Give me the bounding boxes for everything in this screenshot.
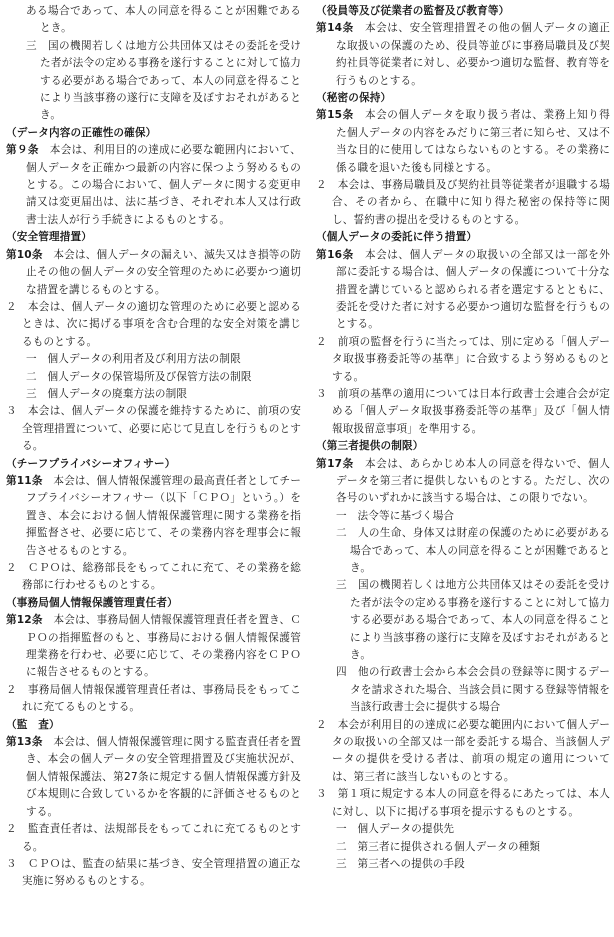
numbered-paragraph: ３ 前項の基準の適用については日本行政書士会連合会が定める「個人データ取扱事務委託等の基準」及び「個人情報取扱留意事項」を準用する。 bbox=[316, 387, 610, 435]
article-number: 第９条 bbox=[6, 144, 39, 157]
section-heading: （監 査） bbox=[6, 718, 60, 731]
list-item: 三 個人データの廃棄方法の制限 bbox=[26, 387, 188, 400]
numbered-paragraph: ２ 事務局個人情報保護管理責任者は、事務局長をもってこれに充てるものとする。 bbox=[6, 683, 301, 714]
list-item: 三 国の機関若しくは地方公共団体又はその委託を受けた者が法令の定める事務を遂行することに対して協力する必要がある場合であって、本人の同意を得ることにより当該事務の遂行に支障を及ぼすおそれがあるとき。 bbox=[26, 39, 301, 122]
article-number: 第11条 bbox=[6, 474, 43, 487]
article-paragraph bbox=[6, 612, 301, 682]
article-paragraph bbox=[6, 734, 301, 821]
numbered-paragraph: ２ 本会は、個人データの適切な管理のために必要と認めるときは、次に掲げる事項を含む合理的な安全対策を講じるものとする。 bbox=[6, 300, 301, 348]
numbered-paragraph: ２ 本会は、事務局職員及び契約社員等従業者が退職する場合、その者から、在職中に知り得た秘密の保持等に関し、誓約書の提出を受けるものとする。 bbox=[316, 179, 610, 226]
list-item: 三 第三者への提供の手段 bbox=[336, 857, 465, 870]
article-text: 本会は、個人データの漏えい、滅失又はき損等の防止その他の個人データの安全管理のために必要かつ適切な措置を講じるものとする。 bbox=[26, 248, 302, 296]
section-heading: （秘密の保持） bbox=[316, 92, 392, 105]
article-paragraph bbox=[316, 247, 610, 334]
list-item: 四 他の行政書士会から本会会員の登録等に関するデータを請求された場合、当該会員に関する登録等情報を当該行政書士会に提供する場合 bbox=[336, 666, 610, 714]
article-paragraph bbox=[316, 20, 610, 90]
article-text: 本会は、個人データの取扱いの全部又は一部を外部に委託する場合は、個人データの保護について十分な措置を講じていると認められる者を選定するとともに、委託を受けた者に対する必要かつ適切な監督を行うものとする。 bbox=[336, 248, 611, 331]
article-text: 本会は、事務局個人情報保護管理責任者を置き、ＣＰＯの指揮監督のもと、事務局における個人情報保護管理業務を行わせ、必要に応じて、その業務内容をＣＰＯに報告させるものとする。 bbox=[26, 614, 302, 679]
section-heading: （データ内容の正確性の確保） bbox=[6, 126, 157, 139]
section-heading: （チーフプライバシーオフィサー） bbox=[6, 457, 176, 470]
article-number: 第15条 bbox=[316, 109, 354, 122]
list-item: 二 個人データの保管場所及び保管方法の制限 bbox=[26, 370, 252, 383]
article-text: 本会は、個人情報保護管理の最高責任者としてチーフプライバシーオフィサー（以下「ＣＰＯ」という。）を置き、本会における個人情報保護管理に関する業務を指揮監督させ、必要に応じて、その業務内容を理事会に報告させるものとする。 bbox=[26, 474, 302, 557]
article-text: 本会は、安全管理措置その他の個人データの適正な取扱いの保護のため、役員等並びに事務局職員及び契約社員等従業者に対し、必要かつ適切な監督、教育等を行うものとする。 bbox=[336, 22, 611, 87]
section-heading: （役員等及び従業者の監督及び教育等） bbox=[316, 5, 510, 17]
article-number: 第12条 bbox=[6, 614, 43, 627]
article-text: 本会は、個人情報保護管理に関する監査責任者を置き、本会の個人データの安全管理措置及び実施状況が、個人情報保護法、第27条に規定する個人情報保護方針及び本規則に合致しているかを客観的に評価させるものとする。 bbox=[26, 736, 302, 818]
list-item: ある場合であって、本人の同意を得ることが困難であるとき。 bbox=[26, 5, 301, 35]
numbered-paragraph: ２ 本会が利用目的の達成に必要な範囲内において個人データの取扱いの全部又は一部を委託する場合、当該個人データの提供を受ける者は、前項の規定の適用については、第三者に該当しないものとする。 bbox=[316, 718, 610, 783]
article-text: 本会の個人データを取り扱う者は、業務上知り得た個人データの内容をみだりに第三者に知らせ、又は不当な目的に使用してはならないものとする。その業務に係る職を退いた後も同様とする。 bbox=[336, 109, 611, 174]
article-text: 本会は、あらかじめ本人の同意を得ないで、個人データを第三者に提供しないものとする。ただし、次の各号のいずれかに該当する場合は、この限りでない。 bbox=[336, 457, 611, 505]
article-number: 第17条 bbox=[316, 457, 354, 470]
list-item: 一 法令等に基づく場合 bbox=[336, 509, 455, 522]
list-item: 二 第三者に提供される個人データの種類 bbox=[336, 840, 541, 853]
numbered-paragraph: ２ 監査責任者は、法規部長をもってこれに充てるものとする。 bbox=[6, 823, 301, 853]
article-paragraph bbox=[6, 142, 301, 229]
list-item: 三 国の機関若しくは地方公共団体又はその委託を受けた者が法令の定める事務を遂行することに対して協力する必要がある場合であって、本人の同意を得ることにより当該事務の遂行に支障を及ぼすおそれがあるとき。 bbox=[336, 579, 610, 662]
article-number: 第16条 bbox=[316, 248, 354, 261]
numbered-paragraph: ３ 第１項に規定する本人の同意を得るにあたっては、本人に対し、以下に掲げる事項を提示するものとする。 bbox=[316, 788, 610, 818]
article-paragraph bbox=[6, 473, 301, 560]
article-number: 第10条 bbox=[6, 248, 43, 261]
section-heading: （事務局個人情報保護管理責任者） bbox=[6, 596, 178, 609]
article-paragraph bbox=[316, 456, 610, 508]
numbered-paragraph: ３ ＣＰＯは、監査の結果に基づき、安全管理措置の適正な実施に努めるものとする。 bbox=[6, 857, 301, 888]
list-item: 二 人の生命、身体又は財産の保護のために必要がある場合であって、本人の同意を得ることが困難であるとき。 bbox=[336, 527, 610, 574]
section-heading: （安全管理措置） bbox=[6, 231, 92, 244]
article-paragraph bbox=[316, 107, 610, 177]
article-number: 第14条 bbox=[316, 22, 354, 35]
numbered-paragraph: ２ ＣＰＯは、総務部長をもってこれに充て、その業務を総務部に行わせるものとする。 bbox=[6, 562, 301, 592]
article-text: 本会は、利用目的の達成に必要な範囲内において、個人データを正確かつ最新の内容に保つよう努めるものとする。この場合において、個人データに関する変更申請又は変更届出は、法に基づき、それぞれ本人又は行政書士法人が行う手続きによるものとする。 bbox=[26, 144, 301, 226]
list-item: 一 個人データの利用者及び利用方法の制限 bbox=[26, 353, 241, 366]
section-heading: （第三者提供の制限） bbox=[316, 440, 424, 453]
section-heading: （個人データの委託に伴う措置） bbox=[316, 231, 478, 244]
right-column bbox=[316, 3, 610, 873]
numbered-paragraph: ３ 本会は、個人データの保護を維持するために、前項の安全管理措置について、必要に応じて見直しを行うものとする。 bbox=[6, 405, 301, 453]
numbered-paragraph: ２ 前項の監督を行うに当たっては、別に定める「個人データ取扱事務委託等の基準」に合致するよう努めるものとする。 bbox=[316, 335, 610, 383]
article-paragraph bbox=[6, 247, 301, 299]
article-number: 第13条 bbox=[6, 736, 43, 749]
left-column bbox=[6, 3, 301, 891]
list-item: 一 個人データの提供先 bbox=[336, 823, 455, 836]
